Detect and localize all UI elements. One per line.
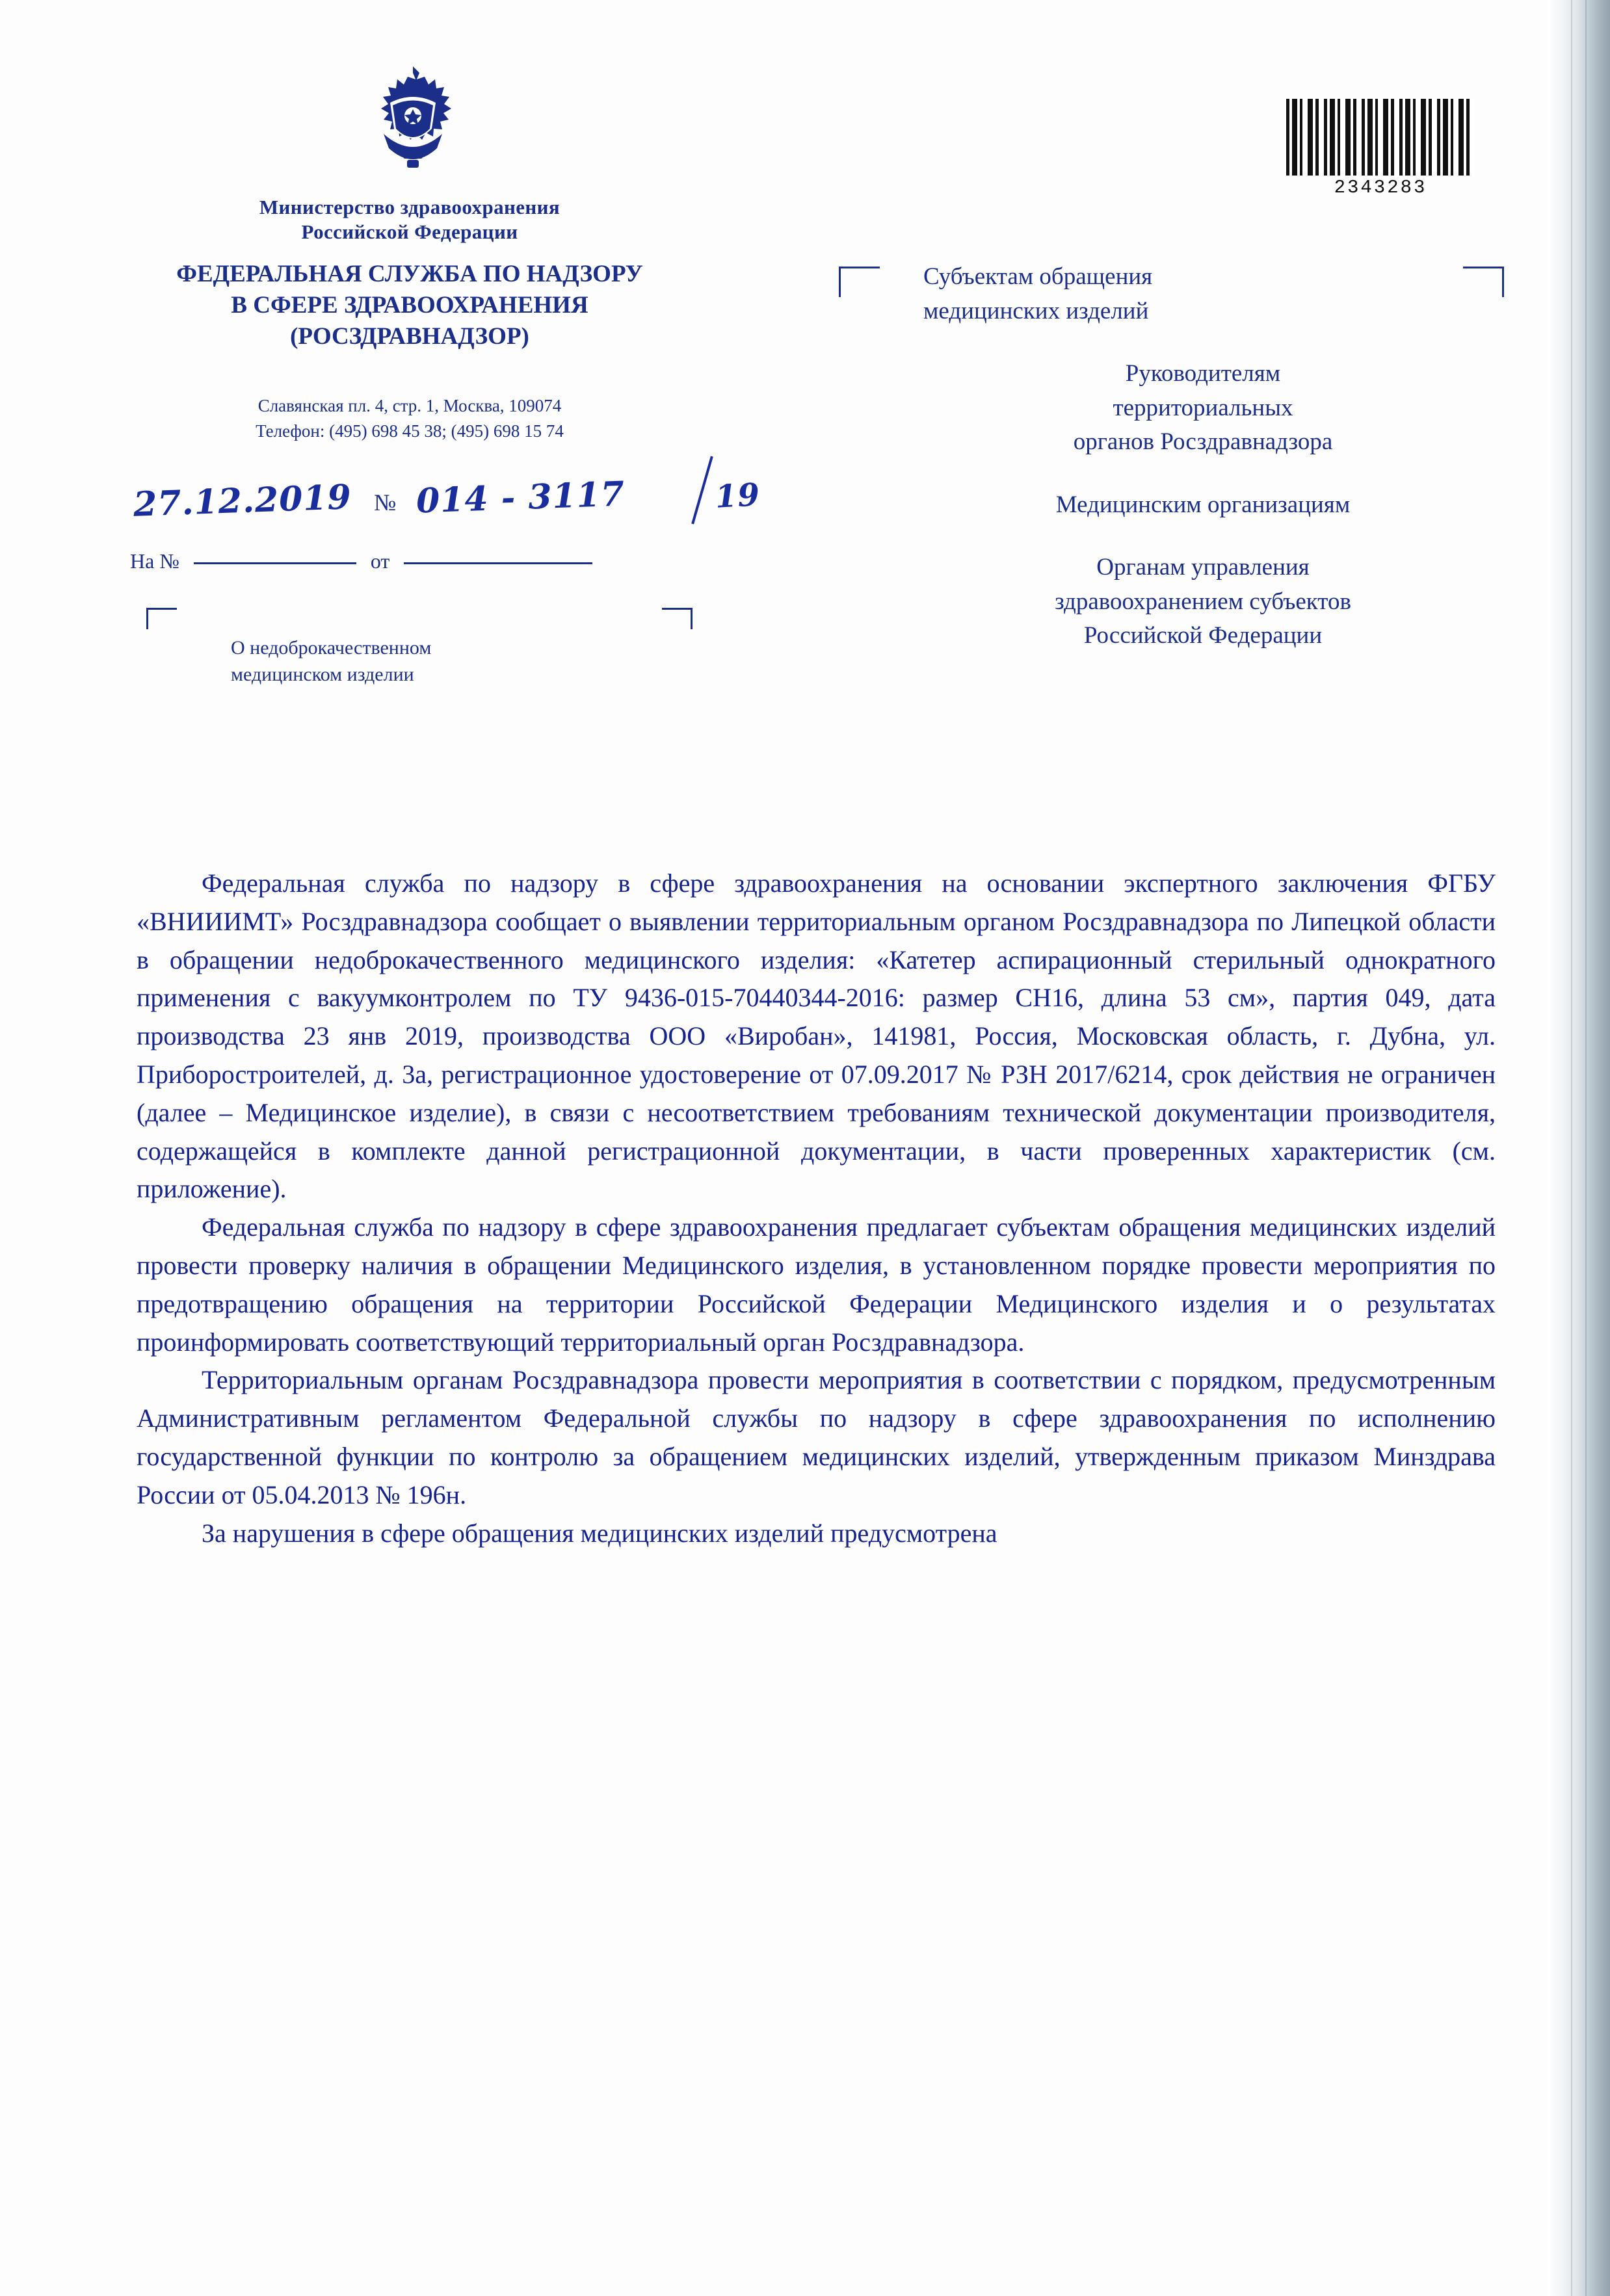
- reply-reference-line: [130, 549, 592, 573]
- subject-line-2: медицинском изделии: [231, 663, 414, 685]
- agency-line-2: В СФЕРЕ ЗДРАВООХРАНЕНИЯ: [231, 292, 588, 319]
- addressee-2: [923, 357, 1483, 460]
- barcode-bars: [1286, 99, 1475, 176]
- reply-to-label: На №: [130, 549, 179, 573]
- addressee-1-line-1: Субъектам обращения: [923, 263, 1153, 290]
- agency-phone: Телефон: (495) 698 45 38; (495) 698 15 74: [256, 421, 564, 441]
- subject-block: [146, 608, 693, 699]
- addressee-4-line-2: здравоохранением субъектов: [1055, 588, 1351, 615]
- scan-edge-shadow: [1548, 0, 1610, 2296]
- agency-title: [117, 259, 702, 352]
- letter-body: [137, 865, 1496, 1552]
- addressee-block: [923, 260, 1483, 682]
- addressee-4-line-3: Российской Федерации: [1083, 622, 1323, 649]
- addressee-2-line-3: органов Росздравнадзора: [1073, 428, 1333, 456]
- barcode: [1286, 99, 1475, 198]
- ministry-line-2: Российской Федерации: [301, 220, 518, 243]
- handwritten-number: 014 - 3117: [416, 474, 626, 521]
- subject-bracket-top-left: [146, 608, 177, 629]
- addressee-3: [923, 488, 1483, 523]
- scan-edge-line-1: [1571, 0, 1572, 2296]
- addressee-4-line-1: Органам управления: [1096, 554, 1310, 581]
- subject-text: [231, 635, 431, 688]
- addressee-1: [923, 260, 1483, 328]
- body-paragraph-4: За нарушения в сфере обращения медицинских изделий предусмотрена: [202, 1518, 997, 1548]
- barcode-number: 2343283: [1334, 177, 1427, 198]
- agency-line-3: (РОСЗДРАВНАДЗОР): [290, 323, 529, 350]
- body-paragraph-3: Территориальным органам Росздравнадзора провести мероприятия в соответствии с порядком, предусмотренным Административным регламентом Федеральной службы по надзору в сфере здравоохранения по исполнению государственной функции по контролю за обращением медицинских изделий, утвержденным приказом Минздрава России от 05.04.2013 № 196н.: [137, 1365, 1496, 1509]
- addressee-2-line-1: Руководителям: [1125, 360, 1281, 387]
- agency-contacts: [137, 393, 683, 444]
- addressee-2-line-2: территориальных: [1113, 394, 1293, 421]
- reply-date-label: от: [370, 549, 390, 573]
- scan-edge-line-2: [1585, 0, 1587, 2296]
- handwritten-year: 19: [714, 476, 761, 515]
- addressee-4: [923, 551, 1483, 653]
- number-sign: №: [374, 489, 397, 515]
- agency-line-1: ФЕДЕРАЛЬНАЯ СЛУЖБА ПО НАДЗОРУ: [176, 261, 643, 287]
- handwritten-date: 27.12.2019: [133, 477, 352, 525]
- handwritten-slash: [691, 456, 713, 525]
- addressee-3-line-1: Медицинским организациям: [1055, 491, 1351, 518]
- reply-date-rule: [404, 562, 592, 564]
- reply-number-rule: [194, 562, 356, 564]
- body-paragraph-2: Федеральная служба по надзору в сфере здравоохранения предлагает субъектам обращения медицинских изделий провести проверку наличия в обращении Медицинского изделия, в установленном порядке провести мероприятия по предотвращению обращения на территории Российской Федерации Медицинского изделия и о результатах проинформировать соответствующий территориальный орган Росздравнадзора.: [137, 1212, 1496, 1357]
- subject-line-1: О недоброкачественном: [231, 637, 432, 659]
- ministry-line-1: Министерство здравоохранения: [259, 196, 561, 218]
- agency-address: Славянская пл. 4, стр. 1, Москва, 109074: [257, 396, 562, 415]
- subject-bracket-top-right: [662, 608, 693, 629]
- coat-of-arms-icon: [364, 62, 462, 173]
- addressee-bracket-left: [839, 267, 880, 297]
- addressee-1-line-2: медицинских изделий: [923, 297, 1149, 324]
- body-paragraph-1: Федеральная служба по надзору в сфере здравоохранения на основании экспертного заключения ФГБУ «ВНИИИМТ» Росздравнадзора сообщает о выявлении территориальным органом Росздравнадзора по Липецкой области в обращении недоброкачественного медицинского изделия: «Катетер аспирационный стерильный однократного применения с вакуумконтролем по ТУ 9436-015-70440344-2016: размер CH16, длина 53 см», партия 049, дата производства 23 янв 2019, производства ООО «Виробан», 141981, Россия, Московская область, г. Дубна, ул. Приборостроителей, д. 3а, регистрационное удостоверение от 07.09.2017 № РЗН 2017/6214, срок действия не ограничен (далее – Медицинское изделие), в связи с несоответствием требованиям технической документации производителя, содержащейся в комплекте данной регистрационной документации, в части проверенных характеристик (см. приложение).: [137, 868, 1496, 1204]
- ministry-title: [137, 195, 683, 244]
